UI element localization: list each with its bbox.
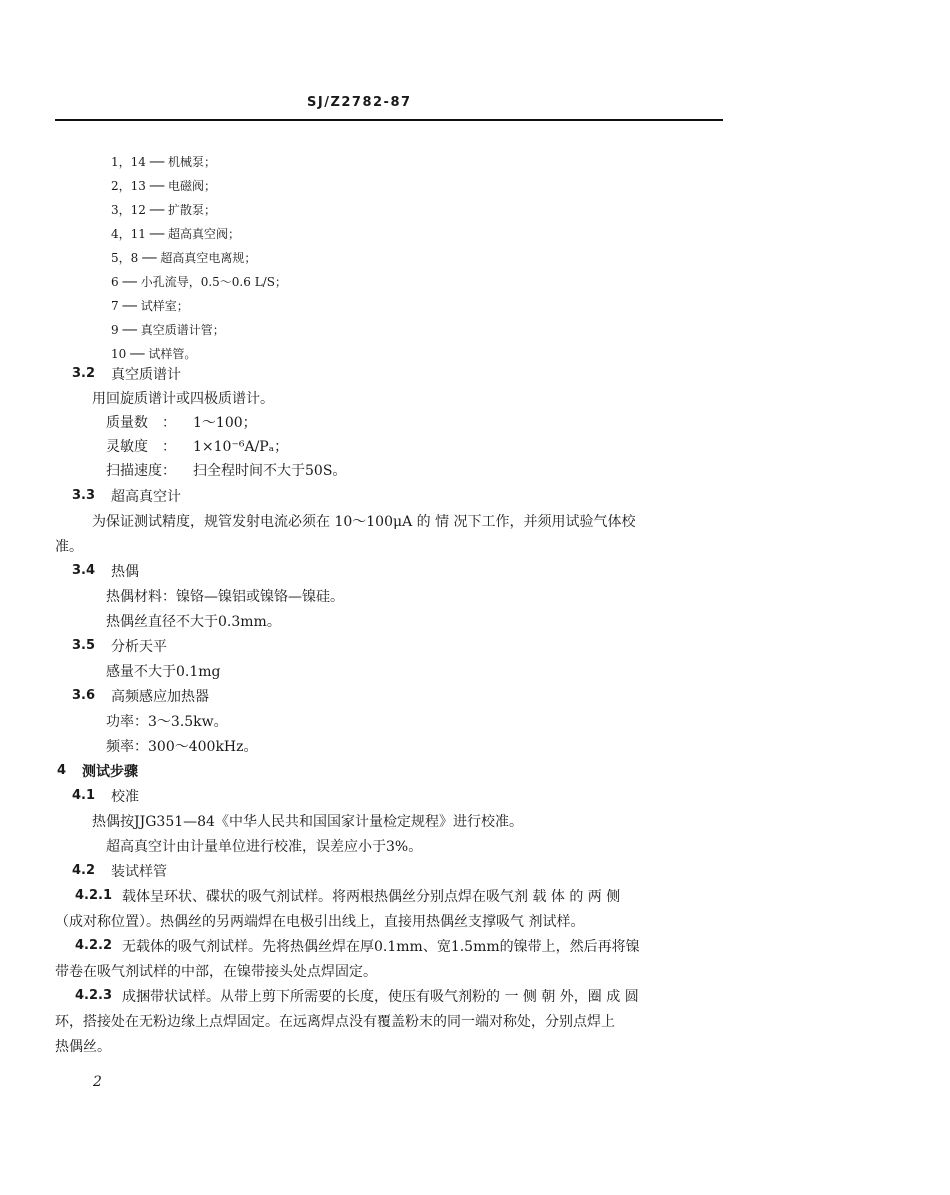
- section-number: 4.2.1: [75, 888, 113, 903]
- spec-label: 质量数 ：: [106, 415, 176, 431]
- section-title: 超高真空计: [111, 489, 181, 505]
- legend-item: 2，13 ── 电磁阀；: [111, 179, 216, 193]
- section-title: 真空质谱计: [111, 367, 181, 383]
- spec-label: 灵敏度 ：: [106, 439, 176, 455]
- section-number: 3.3: [72, 488, 96, 503]
- paragraph-line: 热偶丝。: [55, 1039, 111, 1055]
- legend-item: 5，8 ── 超高真空电离规；: [111, 251, 257, 265]
- document-code: SJ/Z2782-87: [307, 95, 412, 110]
- paragraph-line: 带卷在吸气剂试样的中部，在镍带接头处点焊固定。: [55, 964, 377, 980]
- spec-value: 1×10⁻⁶A/Pₐ；: [193, 439, 289, 455]
- paragraph-line: 无载体的吸气剂试样。先将热偶丝焊在厚0.1mm、宽1.5mm的镍带上，然后再将镍: [122, 939, 640, 955]
- section-title: 高频感应加热器: [111, 689, 209, 705]
- page-number: 2: [93, 1074, 102, 1090]
- section-number: 3.5: [72, 638, 96, 653]
- section-title: 校准: [111, 789, 139, 805]
- paragraph-line: 热偶按JJG351—84《中华人民共和国国家计量检定规程》进行校准。: [92, 814, 523, 830]
- legend-item: 9 ── 真空质谱计管；: [111, 323, 225, 337]
- legend-item: 10 ── 试样管。: [111, 347, 197, 361]
- section-number: 3.2: [72, 366, 96, 381]
- paragraph-line: 感量不大于0.1mg: [106, 664, 221, 680]
- paragraph-line: 准。: [55, 539, 83, 555]
- section-title: 测试步骤: [82, 764, 138, 780]
- spec-value: 扫全程时间不大于50S。: [193, 463, 347, 479]
- section-title: 热偶: [111, 564, 139, 580]
- legend-item: 3，12 ── 扩散泵；: [111, 203, 216, 217]
- paragraph-line: 载体呈环状、碟状的吸气剂试样。将两根热偶丝分别点焊在吸气剂 载 体 的 两 侧: [122, 889, 621, 905]
- paragraph-line: 热偶材料：镍铬—镍铝或镍铬—镍硅。: [106, 589, 344, 605]
- paragraph-line: 为保证测试精度，规管发射电流必须在 10～100μA 的 情 况下工作，并须用试验气体校: [92, 514, 636, 530]
- paragraph-line: 用回旋质谱计或四极质谱计。: [92, 391, 274, 407]
- section-number: 3.4: [72, 563, 96, 578]
- section-number: 4: [57, 763, 67, 778]
- paragraph-line: 功率：3～3.5kw。: [106, 714, 228, 730]
- legend-item: 4，11 ── 超高真空阀；: [111, 227, 240, 241]
- paragraph-line: 热偶丝直径不大于0.3mm。: [106, 614, 281, 630]
- spec-value: 1～100；: [193, 415, 257, 431]
- section-title: 分析天平: [111, 639, 167, 655]
- section-number: 4.2.3: [75, 988, 113, 1003]
- section-number: 4.2: [72, 863, 96, 878]
- paragraph-line: 成捆带状试样。从带上剪下所需要的长度，使压有吸气剂粉的 一 侧 朝 外，圈 成 圆: [122, 989, 639, 1005]
- spec-label: 扫描速度：: [106, 463, 176, 479]
- paragraph-line: （成对称位置）。热偶丝的另两端焊在电极引出线上，直接用热偶丝支撑吸气 剂试样。: [55, 914, 585, 930]
- header-rule: [55, 119, 723, 121]
- legend-item: 1，14 ── 机械泵；: [111, 155, 216, 169]
- section-number: 4.1: [72, 788, 96, 803]
- legend-item: 6 ── 小孔流导，0.5～0.6 L/S；: [111, 275, 287, 289]
- section-title: 装试样管: [111, 864, 167, 880]
- paragraph-line: 环，搭接处在无粉边缘上点焊固定。在远离焊点没有覆盖粉末的同一端对称处，分别点焊上: [55, 1014, 615, 1030]
- paragraph-line: 频率：300～400kHz。: [106, 739, 258, 755]
- section-number: 4.2.2: [75, 938, 113, 953]
- legend-item: 7 ── 试样室；: [111, 299, 189, 313]
- section-number: 3.6: [72, 688, 96, 703]
- paragraph-line: 超高真空计由计量单位进行校准，误差应小于3%。: [106, 839, 423, 855]
